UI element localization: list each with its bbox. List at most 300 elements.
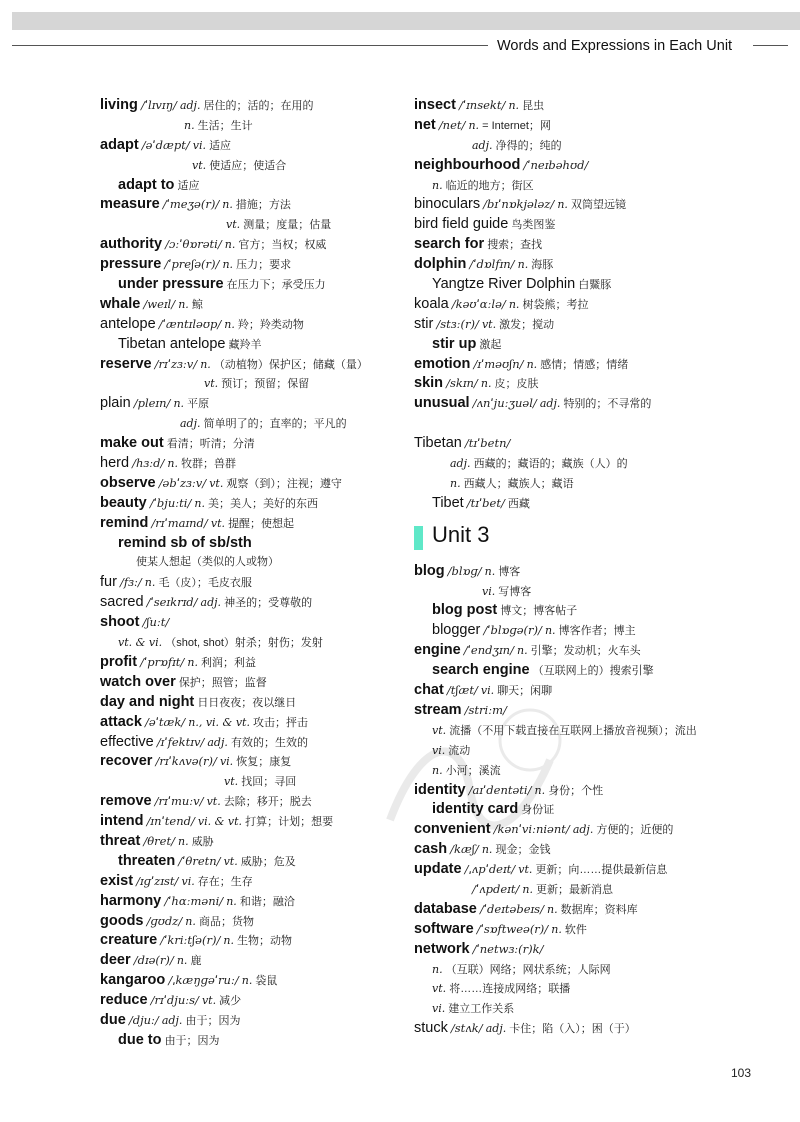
- phonetic: /ˈblɒɡə(r)/: [483, 623, 542, 638]
- headword: remind sb of sb/sth: [118, 534, 252, 551]
- part-of-speech: n.: [178, 297, 189, 311]
- part-of-speech: vt.: [206, 795, 221, 809]
- vocab-entry: [100, 235, 400, 255]
- phonetic: /ˈdeɪtəbeɪs/: [479, 901, 544, 916]
- phonetic: /bɪˈnɒkjələz/: [483, 197, 555, 212]
- definition: 净得的；纯的: [495, 139, 562, 152]
- headword: profit: [100, 653, 138, 670]
- part-of-speech: n.: [144, 576, 156, 590]
- vocab-entry: [100, 872, 400, 892]
- phonetic: /ˈpreʃə(r)/: [164, 257, 220, 272]
- definition: 商品；货物: [198, 915, 254, 928]
- phonetic: /net/: [438, 117, 466, 132]
- headword: shoot: [100, 614, 140, 631]
- phonetic: /pleɪn/: [133, 396, 171, 411]
- definition: 威胁: [191, 835, 214, 848]
- vocab-entry: [414, 601, 774, 621]
- vocab-entry: [100, 514, 400, 534]
- headword: chat: [414, 682, 444, 699]
- definition: 美；美人；美好的东西: [208, 497, 319, 510]
- vocab-entry: [414, 1019, 774, 1039]
- headword: sacred: [100, 594, 144, 611]
- definition: 皮；皮肤: [494, 378, 539, 391]
- part-of-speech: n.: [178, 834, 189, 848]
- phonetic: /stɜː(r)/: [436, 316, 479, 331]
- vocab-entry: [100, 176, 400, 196]
- phonetic: /ˈprɒfɪt/: [140, 654, 185, 669]
- definition: 双筒望远镜: [570, 199, 626, 212]
- part-of-speech: vt.: [210, 516, 225, 530]
- phonetic: /tɪˈbet/: [466, 495, 505, 510]
- headword: reduce: [100, 992, 148, 1009]
- part-of-speech: n.: [480, 377, 492, 391]
- definition: 和谐；融洽: [239, 895, 295, 908]
- part-of-speech: n.: [223, 934, 234, 948]
- definition: 去除；移开；脱去: [223, 796, 312, 809]
- headword: whale: [100, 295, 141, 312]
- vocab-entry: [414, 701, 774, 721]
- vocab-entry: [100, 673, 400, 693]
- phonetic: /skɪn/: [446, 376, 478, 391]
- vocab-sense: [414, 880, 774, 900]
- phonetic: /aɪˈdentəti/: [468, 782, 532, 797]
- part-of-speech: n.: [544, 624, 556, 638]
- part-of-speech: vi. & vt.: [197, 815, 243, 829]
- phonetic: /rɪˈmuːv/: [154, 794, 204, 809]
- definition: 特别的；不寻常的: [563, 398, 652, 411]
- part-of-speech: n.: [517, 644, 528, 658]
- part-of-speech: vi.: [192, 138, 206, 152]
- headword: identity: [414, 781, 466, 798]
- vocab-entry: [100, 1011, 400, 1031]
- definition: 羚；羚类动物: [237, 318, 304, 331]
- vocab-entry: [100, 136, 400, 156]
- headword: stir up: [432, 335, 477, 352]
- definition: 袋鼠: [255, 975, 278, 988]
- vocab-sense: [414, 454, 774, 474]
- vocab-entry: [414, 355, 774, 375]
- vocab-entry: [100, 255, 400, 275]
- headword: reserve: [100, 355, 152, 372]
- vocab-entry: [100, 733, 400, 753]
- vocab-entry: [414, 860, 774, 880]
- definition: 数据库；资料库: [560, 903, 638, 916]
- vocab-entry: [414, 374, 774, 394]
- part-of-speech: adj.: [472, 138, 493, 152]
- definition: 藏羚羊: [228, 338, 262, 351]
- phonetic: /ˈhɑːməni/: [164, 893, 224, 908]
- phonetic: /ˈɪnsekt/: [458, 98, 506, 112]
- part-of-speech: adj.: [179, 99, 201, 112]
- vocab-entry: [100, 951, 400, 971]
- headword: watch over: [100, 673, 176, 690]
- vocab-sense: [100, 414, 400, 434]
- vocab-entry: [414, 215, 774, 235]
- headword: emotion: [414, 355, 471, 372]
- part-of-speech: adj.: [485, 1022, 507, 1036]
- vocab-sense: [414, 960, 774, 980]
- part-of-speech: vt.: [481, 317, 497, 331]
- vocab-entry: [414, 195, 774, 215]
- definition: 鲸: [191, 298, 203, 311]
- vocab-entry: [100, 434, 400, 454]
- phonetic: /rɪˈzɜːv/: [154, 356, 198, 371]
- part-of-speech: n.: [200, 357, 211, 371]
- definition: 牧群；兽群: [181, 458, 237, 471]
- part-of-speech: n.: [226, 894, 237, 908]
- part-of-speech: n.: [432, 962, 443, 976]
- vocab-entry: [414, 840, 774, 860]
- spacer: [414, 414, 774, 434]
- unit-heading: [414, 520, 774, 560]
- vocab-sense: [100, 553, 400, 573]
- vocab-sense: [414, 582, 774, 602]
- vocab-sense: [414, 136, 774, 156]
- headword: neighbourhood: [414, 156, 521, 173]
- part-of-speech: vt.: [224, 775, 239, 789]
- phonetic: /djuː/: [128, 1012, 159, 1027]
- phonetic: /ˈlɪvɪŋ/: [140, 98, 177, 112]
- part-of-speech: vt.: [209, 476, 224, 490]
- phonetic: /ɪɡˈzɪst/: [136, 873, 179, 888]
- vocab-entry: [414, 315, 774, 335]
- headword: living: [100, 97, 138, 113]
- part-of-speech: n.: [176, 954, 188, 968]
- vocab-entry: [100, 96, 400, 116]
- vocab-entry: [414, 116, 774, 136]
- part-of-speech: n.: [517, 258, 529, 272]
- header-rule-left: [12, 45, 488, 46]
- vocab-entry: [414, 681, 774, 701]
- vocab-entry: [100, 1031, 400, 1051]
- definition: 将……连接成网络；联播: [449, 983, 571, 996]
- phonetic: /ˈkriːtʃə(r)/: [160, 933, 221, 948]
- definition: 保护；照管；监督: [178, 676, 267, 689]
- phonetic: /blɒɡ/: [447, 563, 482, 578]
- part-of-speech: n.: [534, 783, 546, 797]
- definition: 更新；最新消息: [536, 883, 614, 896]
- definition: 由于；因为: [164, 1034, 220, 1047]
- definition: 树袋熊；考拉: [522, 298, 589, 311]
- part-of-speech: n.: [222, 258, 234, 272]
- definition: 现金；金钱: [495, 844, 551, 857]
- vocab-entry: [100, 991, 400, 1011]
- definition: 神圣的；受尊敬的: [224, 597, 313, 610]
- definition: 白鱀豚: [578, 279, 612, 292]
- definition: 恢复；康复: [236, 756, 292, 769]
- vocab-sense: [414, 721, 774, 741]
- definition: 在压力下；承受压力: [226, 279, 326, 292]
- phonetic: /ɪˈməʊʃn/: [473, 356, 524, 371]
- vocab-entry: [100, 394, 400, 414]
- definition: （动植物）保护区；储藏（量）: [213, 358, 368, 371]
- vocab-sense: [100, 772, 400, 792]
- phonetic: /ɔːˈθɒrəti/: [165, 237, 222, 252]
- vocab-entry: [100, 494, 400, 514]
- phonetic: /ɪˈfektɪv/: [156, 734, 205, 749]
- definition: 建立工作关系: [448, 1003, 515, 1016]
- vocab-sense: [414, 474, 774, 494]
- headword: measure: [100, 196, 160, 213]
- part-of-speech: adj.: [200, 596, 222, 610]
- phonetic: /kæʃ/: [450, 842, 479, 857]
- vocab-entry: [100, 713, 400, 733]
- part-of-speech: n.: [508, 297, 520, 311]
- headword: skin: [414, 375, 444, 392]
- phonetic: /rɪˈdjuːs/: [150, 993, 199, 1008]
- phonetic: /hɜːd/: [132, 456, 165, 471]
- vocab-entry: [100, 534, 400, 554]
- vocab-entry: [414, 641, 774, 661]
- vocab-entry: [100, 892, 400, 912]
- phonetic: /ʃuːt/: [142, 615, 170, 630]
- headword: remove: [100, 793, 152, 810]
- vocab-entry: [100, 355, 400, 375]
- headword: adapt to: [118, 176, 175, 193]
- phonetic: /ˈbjuːti/: [149, 495, 192, 510]
- vocab-sense: [414, 741, 774, 761]
- phonetic: /ˌʌpˈdeɪt/: [464, 862, 516, 877]
- header-rule-right: [753, 45, 788, 46]
- headword: remind: [100, 514, 149, 531]
- definition: 鸟类图鉴: [511, 219, 556, 232]
- phonetic: /ˈnetwɜː(r)k/: [472, 941, 544, 956]
- unit-accent-bar: [414, 526, 423, 550]
- vocab-entry: [414, 235, 774, 255]
- headword: blog post: [432, 602, 498, 619]
- definition: 身份证: [521, 804, 555, 817]
- headword: Tibetan antelope: [118, 335, 226, 352]
- definition: 居住的；活的；在用的: [203, 100, 314, 112]
- headword: database: [414, 900, 477, 917]
- definition: 观察（到）；注视；遵守: [226, 477, 342, 490]
- headword: day and night: [100, 693, 195, 710]
- headword: kangaroo: [100, 972, 166, 989]
- headword: threat: [100, 832, 141, 849]
- part-of-speech: n.: [194, 496, 205, 510]
- vocab-entry: [414, 920, 774, 940]
- phonetic: /ˈæntɪləʊp/: [158, 316, 222, 331]
- definition: 毛（皮）；毛皮衣服: [158, 577, 252, 590]
- headword: unusual: [414, 395, 470, 412]
- definition: 更新；向……提供最新信息: [535, 864, 668, 877]
- part-of-speech: vi.: [432, 743, 446, 757]
- phonetic: /əˈdæpt/: [141, 137, 190, 152]
- phonetic: /ˈθretn/: [178, 853, 221, 868]
- headword: bird field guide: [414, 216, 509, 233]
- part-of-speech: vt.: [518, 863, 533, 877]
- vocab-sense: [414, 979, 774, 999]
- part-of-speech: n.: [222, 198, 233, 212]
- headword: recover: [100, 753, 153, 770]
- headword: Tibetan: [414, 435, 462, 452]
- definition: 博文；博客帖子: [500, 605, 578, 618]
- definition: 临近的地方；街区: [445, 179, 534, 192]
- headword: under pressure: [118, 276, 224, 293]
- phonetic: /ˈdɒlfɪn/: [469, 257, 515, 272]
- vocab-entry: [100, 474, 400, 494]
- phonetic: /əbˈzɜːv/: [158, 475, 207, 490]
- phonetic: /dɪə(r)/: [133, 953, 174, 968]
- definition: 搜索；查找: [487, 239, 543, 252]
- definition: 卡住；陷（入）；困（于）: [509, 1023, 636, 1036]
- vocab-entry: [414, 494, 774, 514]
- part-of-speech: n.: [432, 178, 443, 192]
- headword: convenient: [414, 821, 491, 838]
- definition: 打算；计划；想要: [245, 816, 334, 829]
- definition: （互联）网络；网状系统；人际网: [445, 963, 611, 976]
- headword: make out: [100, 435, 164, 452]
- part-of-speech: adj.: [161, 1013, 183, 1027]
- headword: koala: [414, 295, 449, 312]
- left-column: [100, 96, 400, 1051]
- part-of-speech: vi.: [480, 684, 495, 698]
- vocab-entry: [100, 693, 400, 713]
- vocab-sense: [414, 999, 774, 1019]
- part-of-speech: n.: [450, 476, 461, 490]
- vocab-entry: [100, 335, 400, 355]
- headword: identity card: [432, 801, 519, 818]
- vocab-entry: [414, 156, 774, 176]
- definition: 生活；生计: [197, 119, 253, 132]
- phonetic: /tʃæt/: [446, 683, 478, 698]
- definition: 博客: [498, 565, 521, 578]
- part-of-speech: vt.: [432, 982, 447, 996]
- headword: beauty: [100, 494, 147, 511]
- definition: 平原: [187, 398, 210, 411]
- vocab-entry: [414, 621, 774, 641]
- definition: 引擎；发动机；火车头: [530, 645, 641, 658]
- headword: dolphin: [414, 256, 467, 273]
- vocab-entry: [414, 275, 774, 295]
- definition: 存在；生存: [197, 875, 253, 888]
- definition: （互联网上的）搜索引擎: [532, 665, 654, 678]
- vocab-entry: [414, 295, 774, 315]
- headword: attack: [100, 713, 142, 730]
- part-of-speech: adj.: [572, 823, 594, 837]
- definition: = Internet；网: [482, 119, 551, 132]
- headword: net: [414, 116, 436, 133]
- vocab-entry: [100, 752, 400, 772]
- part-of-speech: vt.: [201, 994, 217, 1008]
- vocab-entry: [100, 593, 400, 613]
- vocab-entry: [414, 394, 774, 414]
- definition: 激发；搅动: [499, 318, 555, 331]
- phonetic: /θret/: [143, 833, 175, 848]
- definition: 博客作者；博主: [558, 625, 636, 638]
- definition: 适应: [209, 139, 232, 152]
- vocab-entry: [414, 96, 774, 116]
- part-of-speech: adj.: [450, 457, 471, 471]
- definition: 压力；要求: [236, 259, 292, 272]
- headword: stuck: [414, 1020, 448, 1037]
- part-of-speech: n.: [484, 564, 496, 578]
- headword: herd: [100, 455, 130, 472]
- vocab-entry: [100, 852, 400, 872]
- vocab-entry: [100, 195, 400, 215]
- headword: authority: [100, 236, 163, 253]
- phonetic: /ɡʊdz/: [146, 913, 183, 928]
- definition: 昆虫: [522, 100, 545, 112]
- headword: threaten: [118, 852, 176, 869]
- headword: exist: [100, 872, 134, 889]
- headword: adapt: [100, 136, 139, 153]
- part-of-speech: n.: [187, 655, 198, 669]
- definition: 流动: [448, 744, 471, 757]
- unit-title: Unit 3: [432, 521, 490, 547]
- phonetic: /stʌk/: [450, 1021, 483, 1036]
- vocab-sense: [414, 176, 774, 196]
- headword: search engine: [432, 662, 530, 679]
- headword: software: [414, 920, 474, 937]
- headword: blogger: [432, 622, 481, 639]
- definition: 身份；个性: [548, 784, 604, 797]
- vocab-entry: [414, 800, 774, 820]
- vocab-entry: [414, 335, 774, 355]
- definition: 生物；动物: [237, 935, 293, 948]
- vocab-entry: [414, 434, 774, 454]
- definition: 找回；寻回: [241, 776, 297, 789]
- definition: 由于；因为: [185, 1014, 241, 1027]
- definition: 减少: [219, 995, 242, 1008]
- vocab-entry: [100, 792, 400, 812]
- part-of-speech: n., vi. & vt.: [188, 715, 250, 729]
- headword: deer: [100, 952, 131, 969]
- headword: network: [414, 940, 470, 957]
- definition: 措施；方法: [235, 199, 291, 212]
- headword: Yangtze River Dolphin: [432, 276, 576, 293]
- headword: creature: [100, 932, 158, 949]
- vocab-entry: [100, 454, 400, 474]
- header-bar: [12, 12, 800, 30]
- part-of-speech: adj.: [539, 397, 561, 411]
- vocab-entry: [414, 562, 774, 582]
- headword: Tibet: [432, 494, 464, 511]
- definition: 激起: [479, 338, 502, 351]
- part-of-speech: n.: [526, 357, 538, 371]
- headword: blog: [414, 562, 445, 579]
- phonetic: /ʌnˈjuːʒuəl/: [472, 396, 537, 411]
- definition: 写博客: [498, 585, 532, 598]
- vocab-entry: [100, 295, 400, 315]
- vocab-sense: [100, 215, 400, 235]
- headword: due to: [118, 1031, 162, 1048]
- definition: 预订；预留；保留: [221, 378, 310, 391]
- vocab-entry: [414, 820, 774, 840]
- part-of-speech: vi.: [432, 1002, 446, 1016]
- vocab-entry: [100, 971, 400, 991]
- part-of-speech: n.: [481, 843, 493, 857]
- definition: 看清；听清；分清: [166, 438, 255, 451]
- part-of-speech: n.: [468, 118, 480, 132]
- part-of-speech: n.: [522, 882, 533, 896]
- definition: 利润；利益: [201, 656, 257, 669]
- headword: intend: [100, 813, 144, 830]
- vocab-sense: [100, 633, 400, 653]
- vocab-sense: [414, 761, 774, 781]
- part-of-speech: vt.: [223, 854, 238, 868]
- vocab-entry: [414, 900, 774, 920]
- part-of-speech: vt.: [204, 377, 219, 391]
- part-of-speech: vt.: [432, 723, 447, 737]
- vocab-entry: [100, 315, 400, 335]
- headword: search for: [414, 236, 485, 253]
- definition: 鹿: [190, 955, 202, 968]
- headword: effective: [100, 733, 154, 750]
- definition: 西藏: [507, 497, 530, 510]
- part-of-speech: n.: [508, 99, 520, 112]
- phonetic: /ˈmeʒə(r)/: [162, 197, 220, 212]
